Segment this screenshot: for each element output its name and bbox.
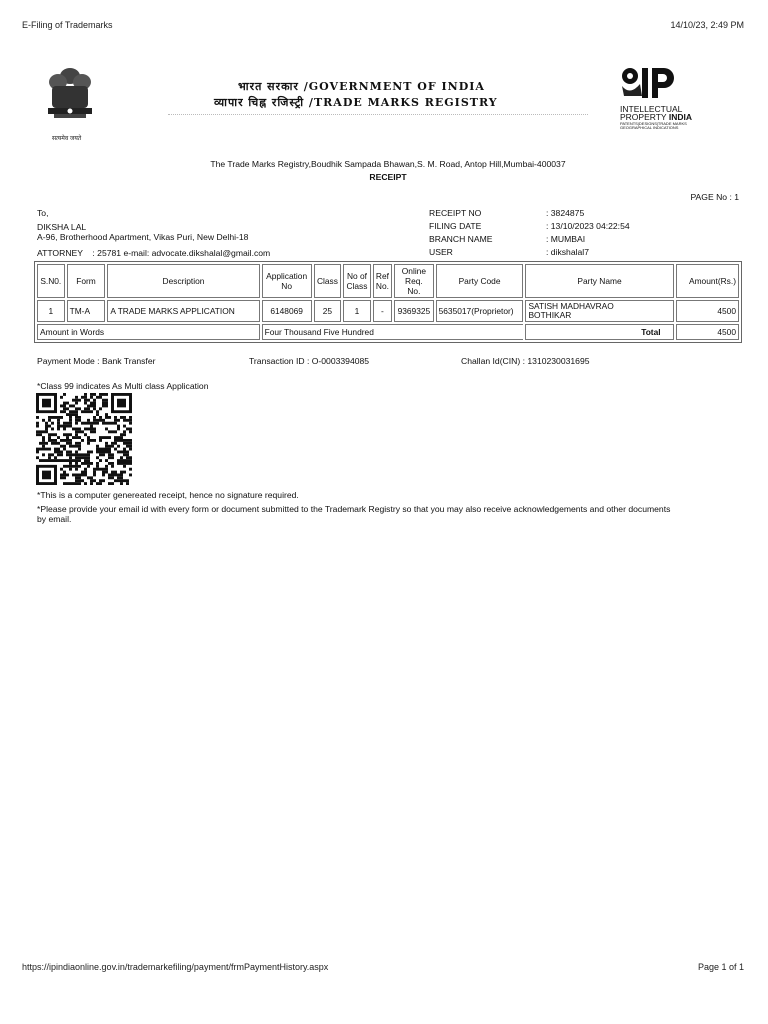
meta-branch-value: : MUMBAI: [546, 234, 586, 244]
td-no-of-class: 1: [343, 300, 371, 322]
th-sno: S.N0.: [37, 264, 65, 298]
page-number: PAGE No : 1: [690, 192, 739, 202]
amount-in-words-label: Amount in Words: [37, 324, 260, 340]
table-header-row: [37, 264, 739, 298]
th-amount: Amount(Rs.): [676, 264, 739, 298]
print-header-title: E-Filing of Trademarks: [22, 20, 113, 30]
print-header-datetime: 14/10/23, 2:49 PM: [670, 20, 744, 30]
ip-logo-line1: INTELLECTUAL: [620, 104, 683, 114]
banner-divider: [168, 114, 588, 115]
th-form: Form: [67, 264, 106, 298]
banner-line-registry: व्यापार चिह्न रजिस्ट्री /TRADE MARKS REGISTRY: [214, 96, 498, 109]
th-no-of-class: No of Class: [343, 264, 371, 298]
amount-in-words-value: Four Thousand Five Hundred: [262, 324, 524, 340]
challan-id: Challan Id(CIN) : 1310230031695: [461, 356, 590, 366]
print-footer-url[interactable]: https://ipindiaonline.gov.in/trademarkefiling/payment/frmPaymentHistory.aspx: [22, 962, 329, 972]
print-footer-page: Page 1 of 1: [697, 962, 744, 972]
qr-code: [36, 393, 132, 485]
th-class: Class: [314, 264, 342, 298]
recipient-address: A-96, Brotherhood Apartment, Vikas Puri, New Delhi-18: [37, 232, 249, 242]
ip-india-logo: [620, 66, 730, 128]
td-application-no: 6148069: [262, 300, 312, 322]
th-party-code: Party Code: [436, 264, 524, 298]
th-description: Description: [107, 264, 259, 298]
to-label: To,: [37, 208, 49, 218]
receipt-table: [34, 261, 742, 343]
td-party-name: SATISH MADHAVRAO BOTHIKAR: [525, 300, 673, 322]
th-party-name: Party Name: [525, 264, 673, 298]
banner-line-government: भारत सरकार /GOVERNMENT OF INDIA: [238, 80, 485, 93]
td-form: TM-A: [67, 300, 106, 322]
doc-title: RECEIPT: [369, 172, 407, 182]
transaction-id: Transaction ID : O-0003394085: [249, 356, 370, 366]
payment-mode: Payment Mode : Bank Transfer: [37, 356, 156, 366]
table-row: [37, 300, 739, 322]
ip-logo-line2: PROPERTY INDIA: [620, 112, 692, 122]
ip-logo-line4: GEOGRAPHICAL INDICATIONS: [620, 125, 679, 130]
meta-user-value: : dikshalal7: [546, 247, 589, 257]
note-class-99: *Class 99 indicates As Multi class Application: [37, 381, 209, 391]
meta-filing-date-value: : 13/10/2023 04:22:54: [546, 221, 630, 231]
emblem-motto: सत्यमेव जयते: [52, 136, 82, 142]
total-label: Total: [525, 324, 673, 340]
td-class: 25: [314, 300, 342, 322]
note-computer-generated: *This is a computer genereated receipt, hence no signature required.: [37, 490, 299, 500]
td-party-code: 5635017(Proprietor): [436, 300, 524, 322]
meta-branch-label: BRANCH NAME: [429, 234, 493, 244]
meta-filing-date-label: FILING DATE: [429, 221, 482, 231]
td-amount: 4500: [676, 300, 739, 322]
meta-receipt-no-label: RECEIPT NO: [429, 208, 482, 218]
note-email-line2: by email.: [37, 514, 72, 524]
meta-user-label: USER: [429, 247, 453, 257]
national-emblem-icon: [38, 64, 102, 134]
attorney-info: ATTORNEY : 25781 e-mail: advocate.dikshalal@gmail.com: [37, 248, 271, 258]
ip-india-logo-mark-icon: [620, 66, 680, 100]
meta-receipt-no-value: : 3824875: [546, 208, 585, 218]
qr-code-icon: [36, 393, 132, 485]
total-value: 4500: [676, 324, 739, 340]
th-application-no: Application No: [262, 264, 312, 298]
td-online-req-no: 9369325: [394, 300, 433, 322]
td-ref-no: -: [373, 300, 392, 322]
recipient-name: DIKSHA LAL: [37, 222, 87, 232]
th-ref-no: Ref No.: [373, 264, 392, 298]
td-description: A TRADE MARKS APPLICATION: [107, 300, 259, 322]
ip-logo-line3: PATENTS|DESIGNS|TRADE MARKS: [620, 121, 687, 126]
td-sno: 1: [37, 300, 65, 322]
office-address: The Trade Marks Registry,Boudhik Sampada Bhawan,S. M. Road, Antop Hill,Mumbai-400037: [210, 159, 566, 169]
table-total-row: [37, 324, 739, 340]
th-online-req-no: Online Req. No.: [394, 264, 433, 298]
note-email-line1: *Please provide your email id with every form or document submitted to the Trademark Registry so that you may also receive acknowledgements and other documents: [37, 504, 671, 514]
